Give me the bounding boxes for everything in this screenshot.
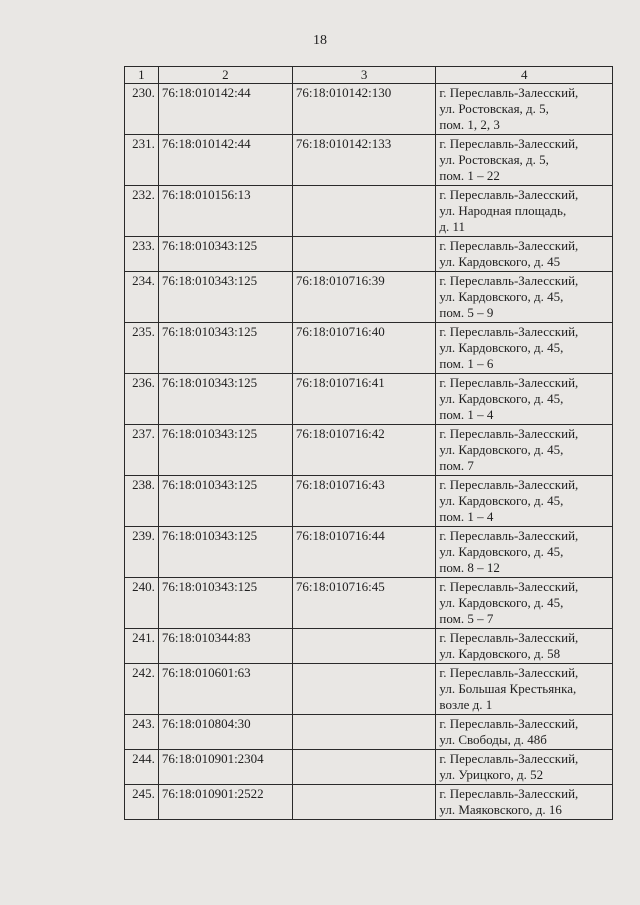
- table-row: [125, 374, 613, 425]
- cell-number: 233.: [125, 237, 159, 272]
- cell-cadastral-number-premises: 76:18:010716:44: [292, 527, 436, 578]
- cell-cadastral-number: 76:18:010156:13: [158, 186, 292, 237]
- cell-cadastral-number-premises: [292, 664, 436, 715]
- cell-cadastral-number-premises: [292, 715, 436, 750]
- cell-cadastral-number-premises: 76:18:010716:39: [292, 272, 436, 323]
- cell-number: 241.: [125, 629, 159, 664]
- table-row: [125, 323, 613, 374]
- cell-address: г. Переславль-Залесский, ул. Кардовского, д. 58: [436, 629, 613, 664]
- cell-cadastral-number: 76:18:010343:125: [158, 425, 292, 476]
- cell-number: 240.: [125, 578, 159, 629]
- table-row: [125, 186, 613, 237]
- table-row: [125, 578, 613, 629]
- table-row: [125, 425, 613, 476]
- table-row: [125, 664, 613, 715]
- cell-cadastral-number: 76:18:010343:125: [158, 237, 292, 272]
- cell-number: 238.: [125, 476, 159, 527]
- cell-address: г. Переславль-Залесский, ул. Ростовская, д. 5, пом. 1, 2, 3: [436, 84, 613, 135]
- column-header-2: 2: [158, 67, 292, 84]
- cell-cadastral-number-premises: 76:18:010716:41: [292, 374, 436, 425]
- cell-cadastral-number-premises: 76:18:010716:45: [292, 578, 436, 629]
- cell-cadastral-number-premises: 76:18:010716:42: [292, 425, 436, 476]
- cell-cadastral-number: 76:18:010601:63: [158, 664, 292, 715]
- table-row: [125, 135, 613, 186]
- cell-address: г. Переславль-Залесский, ул. Кардовского, д. 45: [436, 237, 613, 272]
- cell-address: г. Переславль-Залесский, ул. Кардовского, д. 45, пом. 7: [436, 425, 613, 476]
- table-row: [125, 785, 613, 820]
- column-header-3: 3: [292, 67, 436, 84]
- cell-cadastral-number: 76:18:010343:125: [158, 323, 292, 374]
- cell-address: г. Переславль-Залесский, ул. Большая Крестьянка, возле д. 1: [436, 664, 613, 715]
- cell-number: 236.: [125, 374, 159, 425]
- table-row: [125, 84, 613, 135]
- cell-cadastral-number-premises: 76:18:010716:43: [292, 476, 436, 527]
- cell-cadastral-number: 76:18:010901:2304: [158, 750, 292, 785]
- cell-number: 243.: [125, 715, 159, 750]
- cell-number: 234.: [125, 272, 159, 323]
- cell-cadastral-number-premises: 76:18:010142:130: [292, 84, 436, 135]
- cell-number: 245.: [125, 785, 159, 820]
- cell-cadastral-number-premises: [292, 237, 436, 272]
- page-number: 18: [313, 33, 327, 48]
- cell-number: 232.: [125, 186, 159, 237]
- column-header-4: 4: [436, 67, 613, 84]
- cell-number: 244.: [125, 750, 159, 785]
- table-row: [125, 527, 613, 578]
- table-row: [125, 629, 613, 664]
- cell-cadastral-number: 76:18:010343:125: [158, 476, 292, 527]
- cell-address: г. Переславль-Залесский, ул. Кардовского, д. 45, пом. 8 – 12: [436, 527, 613, 578]
- cell-number: 235.: [125, 323, 159, 374]
- table-row: [125, 237, 613, 272]
- cell-cadastral-number: 76:18:010343:125: [158, 578, 292, 629]
- table-row: [125, 272, 613, 323]
- cell-address: г. Переславль-Залесский, ул. Кардовского, д. 45, пом. 5 – 9: [436, 272, 613, 323]
- cell-address: г. Переславль-Залесский, ул. Ростовская, д. 5, пом. 1 – 22: [436, 135, 613, 186]
- cell-address: г. Переславль-Залесский, ул. Урицкого, д. 52: [436, 750, 613, 785]
- cell-number: 230.: [125, 84, 159, 135]
- cell-cadastral-number: 76:18:010344:83: [158, 629, 292, 664]
- table-row: [125, 715, 613, 750]
- cell-cadastral-number-premises: [292, 785, 436, 820]
- cell-cadastral-number-premises: 76:18:010716:40: [292, 323, 436, 374]
- table-header-row: [125, 67, 613, 84]
- cell-cadastral-number-premises: [292, 750, 436, 785]
- cell-cadastral-number: 76:18:010343:125: [158, 272, 292, 323]
- cell-cadastral-number-premises: 76:18:010142:133: [292, 135, 436, 186]
- cell-address: г. Переславль-Залесский, ул. Народная площадь, д. 11: [436, 186, 613, 237]
- cell-cadastral-number: 76:18:010804:30: [158, 715, 292, 750]
- cell-address: г. Переславль-Залесский, ул. Кардовского, д. 45, пом. 5 – 7: [436, 578, 613, 629]
- cell-cadastral-number-premises: [292, 186, 436, 237]
- cell-address: г. Переславль-Залесский, ул. Кардовского, д. 45, пом. 1 – 4: [436, 476, 613, 527]
- cell-number: 242.: [125, 664, 159, 715]
- cell-cadastral-number: 76:18:010901:2522: [158, 785, 292, 820]
- cell-address: г. Переславль-Залесский, ул. Кардовского, д. 45, пом. 1 – 6: [436, 323, 613, 374]
- table-row: [125, 476, 613, 527]
- register-table: [124, 66, 613, 820]
- cell-cadastral-number: 76:18:010343:125: [158, 374, 292, 425]
- cell-cadastral-number-premises: [292, 629, 436, 664]
- cell-cadastral-number: 76:18:010142:44: [158, 135, 292, 186]
- cell-address: г. Переславль-Залесский, ул. Свободы, д. 48б: [436, 715, 613, 750]
- cell-number: 237.: [125, 425, 159, 476]
- column-header-1: 1: [125, 67, 159, 84]
- cell-cadastral-number: 76:18:010142:44: [158, 84, 292, 135]
- cell-address: г. Переславль-Залесский, ул. Маяковского, д. 16: [436, 785, 613, 820]
- table-row: [125, 750, 613, 785]
- cell-number: 239.: [125, 527, 159, 578]
- cell-address: г. Переславль-Залесский, ул. Кардовского, д. 45, пом. 1 – 4: [436, 374, 613, 425]
- cell-cadastral-number: 76:18:010343:125: [158, 527, 292, 578]
- cell-number: 231.: [125, 135, 159, 186]
